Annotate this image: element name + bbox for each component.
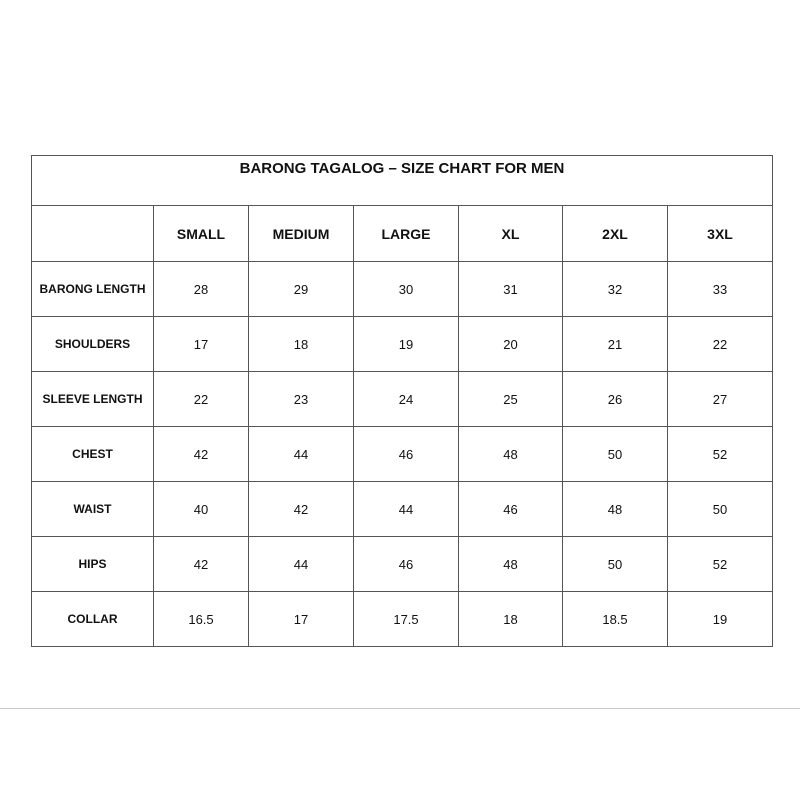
column-header: MEDIUM: [249, 206, 354, 262]
table-cell: 50: [668, 482, 773, 537]
table-cell: 42: [154, 427, 249, 482]
table-cell: 50: [563, 427, 668, 482]
table-row: [32, 592, 773, 647]
table-cell: 40: [154, 482, 249, 537]
table-cell: 16.5: [154, 592, 249, 647]
table-cell: 17: [249, 592, 354, 647]
table-cell: 52: [668, 427, 773, 482]
chart-title: BARONG TAGALOG – SIZE CHART FOR MEN: [32, 156, 773, 206]
table-row: [32, 317, 773, 372]
row-label: WAIST: [32, 482, 154, 537]
column-header: 2XL: [563, 206, 668, 262]
table-cell: 24: [354, 372, 459, 427]
table-cell: 48: [563, 482, 668, 537]
row-label: SLEEVE LENGTH: [32, 372, 154, 427]
corner-cell: [32, 206, 154, 262]
table-cell: 23: [249, 372, 354, 427]
table-cell: 48: [459, 427, 563, 482]
table-cell: 18: [459, 592, 563, 647]
divider-line: [0, 708, 800, 709]
table-row: [32, 262, 773, 317]
table-cell: 29: [249, 262, 354, 317]
table-cell: 44: [249, 537, 354, 592]
table-cell: 46: [354, 427, 459, 482]
table-cell: 50: [563, 537, 668, 592]
column-header: SMALL: [154, 206, 249, 262]
table-cell: 28: [154, 262, 249, 317]
table-cell: 44: [249, 427, 354, 482]
table-cell: 19: [668, 592, 773, 647]
table-cell: 25: [459, 372, 563, 427]
table-cell: 52: [668, 537, 773, 592]
column-header: 3XL: [668, 206, 773, 262]
table-cell: 17.5: [354, 592, 459, 647]
header-row: [32, 206, 773, 262]
table-cell: 33: [668, 262, 773, 317]
table-row: [32, 537, 773, 592]
column-header: LARGE: [354, 206, 459, 262]
title-row: [32, 156, 773, 206]
row-label: HIPS: [32, 537, 154, 592]
table-cell: 22: [154, 372, 249, 427]
table-cell: 46: [354, 537, 459, 592]
table-cell: 27: [668, 372, 773, 427]
table-cell: 22: [668, 317, 773, 372]
row-label: BARONG LENGTH: [32, 262, 154, 317]
table-cell: 42: [249, 482, 354, 537]
table-cell: 19: [354, 317, 459, 372]
table-cell: 18.5: [563, 592, 668, 647]
table-cell: 42: [154, 537, 249, 592]
table-cell: 44: [354, 482, 459, 537]
table-cell: 46: [459, 482, 563, 537]
table-cell: 31: [459, 262, 563, 317]
table-row: [32, 482, 773, 537]
table-row: [32, 427, 773, 482]
row-label: SHOULDERS: [32, 317, 154, 372]
table-cell: 18: [249, 317, 354, 372]
table-cell: 48: [459, 537, 563, 592]
row-label: CHEST: [32, 427, 154, 482]
row-label: COLLAR: [32, 592, 154, 647]
table-cell: 17: [154, 317, 249, 372]
table-cell: 26: [563, 372, 668, 427]
table-cell: 32: [563, 262, 668, 317]
size-chart-table: [31, 155, 773, 647]
table-cell: 20: [459, 317, 563, 372]
table-cell: 30: [354, 262, 459, 317]
column-header: XL: [459, 206, 563, 262]
table-cell: 21: [563, 317, 668, 372]
table-row: [32, 372, 773, 427]
